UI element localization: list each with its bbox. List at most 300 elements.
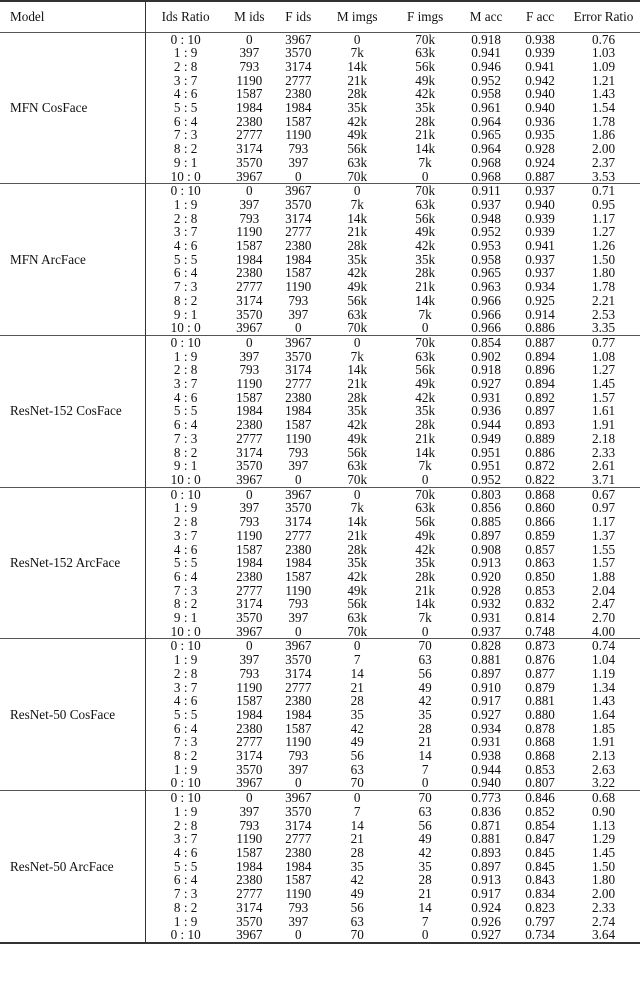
table-cell: 0.925 [525, 292, 555, 308]
table-cell: 49k [347, 430, 368, 446]
table-cell: 1.85 [591, 720, 616, 736]
table-cell: 2.63 [591, 761, 616, 777]
table-cell: 2777 [236, 430, 263, 446]
table-cell: 0 [421, 623, 429, 639]
table-cell: 1984 [236, 100, 263, 116]
table-cell: 2.47 [591, 596, 616, 612]
table-cell: 5 : 5 [145, 556, 225, 570]
model-group [0, 184, 640, 336]
table-cell: 0.953 [471, 238, 501, 254]
table-cell: 2380 [285, 389, 312, 405]
table-cell: 397 [288, 306, 309, 322]
table-cell: 7 : 3 [145, 887, 225, 901]
table-cell: 0.942 [525, 72, 555, 88]
table-cell: 0 [353, 790, 361, 806]
table-cell: 10 : 0 [145, 170, 225, 184]
table-cell: 9 : 1 [145, 308, 225, 322]
table-cell: 1984 [285, 858, 312, 874]
table-cell: 35k [415, 403, 436, 419]
table-cell: 1 : 9 [145, 501, 225, 515]
table-cell: 56k [347, 292, 368, 308]
table-cell: 0.773 [471, 790, 501, 806]
table-cell: 0.964 [471, 141, 501, 157]
table-cell: 2 : 8 [145, 819, 225, 833]
table-cell: 0 [353, 183, 361, 199]
table-cell: 49k [347, 582, 368, 598]
table-cell: 35k [415, 555, 436, 571]
table-cell: 28k [347, 389, 368, 405]
table-cell: 2 : 8 [145, 515, 225, 529]
table-cell: 7 : 3 [145, 432, 225, 446]
table-cell: 0.928 [525, 141, 555, 157]
table-cell: 28 [418, 720, 432, 736]
table-cell: 0.920 [471, 568, 501, 584]
table-cell: 70 [418, 790, 432, 806]
table-cell: 21k [347, 224, 368, 240]
table-cell: 3 : 7 [145, 377, 225, 391]
table-cell: 7k [350, 45, 364, 61]
table-cell: 0.918 [471, 31, 501, 47]
table-cell: 3174 [285, 362, 312, 378]
table-cell: 0.966 [471, 320, 501, 336]
table-cell: 42k [415, 86, 436, 102]
table-cell: 0.927 [471, 927, 501, 943]
table-cell: 42k [347, 265, 368, 281]
table-cell: 10 : 0 [145, 473, 225, 487]
model-name: ResNet-152 ArcFace [10, 555, 121, 571]
table-cell: 49 [350, 734, 364, 750]
table-cell: 63k [347, 610, 368, 626]
table-cell: 21 [350, 679, 364, 695]
column-header: Ids Ratio [145, 1, 225, 32]
table-cell: 397 [239, 196, 260, 212]
table-cell: 2777 [285, 527, 312, 543]
table-cell: 1190 [285, 279, 312, 295]
column-header: F acc [525, 8, 555, 24]
table-cell: 1587 [285, 417, 312, 433]
table-row [0, 487, 640, 501]
table-cell: 3570 [285, 196, 312, 212]
table-cell: 0.952 [471, 224, 501, 240]
table-cell: 1.57 [591, 389, 616, 405]
table-cell: 0.938 [471, 748, 501, 764]
table-cell: 2380 [236, 265, 263, 281]
table-row [0, 335, 640, 349]
table-cell: 2 : 8 [145, 212, 225, 226]
table-cell: 1.03 [591, 45, 616, 61]
table-cell: 0 [353, 638, 361, 654]
table-cell: 0.881 [471, 831, 501, 847]
table-cell: 49k [347, 127, 368, 143]
table-cell: 0.940 [525, 86, 555, 102]
table-cell: 0.871 [471, 817, 501, 833]
table-cell: 56k [415, 362, 436, 378]
table-cell: 793 [288, 596, 309, 612]
table-cell: 0.866 [525, 514, 555, 530]
table-cell: 35k [415, 251, 436, 267]
table-cell: 0.931 [471, 389, 501, 405]
table-cell: 0.936 [471, 403, 501, 419]
table-cell: 1.19 [591, 665, 616, 681]
table-cell: 14k [415, 141, 436, 157]
table-cell: 3.35 [591, 320, 616, 336]
table-cell: 7k [418, 306, 432, 322]
table-cell: 2.13 [591, 748, 616, 764]
table-cell: 1190 [285, 430, 312, 446]
table-cell: 28k [415, 568, 436, 584]
table-cell: 0.748 [525, 623, 555, 639]
table-cell: 56k [415, 514, 436, 530]
table-cell: 3967 [285, 790, 312, 806]
table-cell: 1984 [236, 858, 263, 874]
table-cell: 3967 [236, 168, 263, 184]
table-cell: 0 : 10 [145, 184, 225, 198]
table-cell: 7k [418, 154, 432, 170]
table-cell: 793 [239, 210, 260, 226]
table-cell: 0 [294, 168, 302, 184]
table-cell: 3 : 7 [145, 225, 225, 239]
table-cell: 0.897 [471, 527, 501, 543]
table-cell: 4.00 [591, 623, 616, 639]
table-cell: 0.887 [525, 168, 555, 184]
table-cell: 3174 [285, 58, 312, 74]
table-cell: 0.863 [525, 555, 555, 571]
table-cell: 3967 [285, 638, 312, 654]
table-cell: 1.54 [591, 100, 616, 116]
table-cell: 63k [347, 458, 368, 474]
column-header: M acc [469, 8, 503, 24]
table-cell: 0.878 [525, 720, 555, 736]
table-cell: 0.893 [471, 844, 501, 860]
table-cell: 1587 [285, 568, 312, 584]
table-cell: 56k [347, 444, 368, 460]
table-cell: 0 : 10 [145, 776, 225, 790]
table-cell: 0.846 [525, 790, 555, 806]
table-cell: 0.868 [525, 748, 555, 764]
table-cell: 28k [347, 541, 368, 557]
table-cell: 2380 [236, 720, 263, 736]
column-header: M ids [234, 8, 265, 24]
table-cell: 3174 [236, 444, 263, 460]
table-cell: 1984 [285, 100, 312, 116]
table-header [0, 1, 640, 32]
table-cell: 0.931 [471, 734, 501, 750]
table-cell: 0.908 [471, 541, 501, 557]
table-cell: 0.931 [471, 610, 501, 626]
table-cell: 0.897 [471, 665, 501, 681]
table-cell: 28k [415, 265, 436, 281]
table-cell: 1587 [236, 844, 263, 860]
table-cell: 3174 [236, 748, 263, 764]
table-cell: 49 [350, 886, 364, 902]
table-row [0, 639, 640, 653]
table-cell: 21 [350, 831, 364, 847]
table-cell: 6 : 4 [145, 115, 225, 129]
table-cell: 1984 [236, 403, 263, 419]
table-cell: 70k [415, 183, 436, 199]
table-cell: 14k [415, 292, 436, 308]
table-cell: 0.932 [471, 596, 501, 612]
table-cell: 1587 [236, 86, 263, 102]
table-cell: 0 [353, 486, 361, 502]
table-cell: 42k [347, 568, 368, 584]
table-cell: 1.57 [591, 555, 616, 571]
table-cell: 2777 [236, 279, 263, 295]
table-cell: 35k [347, 251, 368, 267]
table-cell: 7k [350, 348, 364, 364]
table-cell: 2777 [285, 224, 312, 240]
table-cell: 28k [347, 86, 368, 102]
table-cell: 0.924 [525, 154, 555, 170]
table-cell: 0.958 [471, 86, 501, 102]
table-cell: 1587 [236, 238, 263, 254]
table-cell: 0 : 10 [145, 791, 225, 805]
table-cell: 0 [246, 638, 253, 654]
table-cell: 8 : 2 [145, 597, 225, 611]
table-cell: 0.939 [525, 45, 555, 61]
table-cell: 1.37 [591, 527, 616, 543]
table-cell: 1190 [236, 376, 263, 392]
table-cell: 0.938 [525, 31, 555, 47]
table-cell: 1587 [236, 389, 263, 405]
table-cell: 49k [415, 72, 436, 88]
table-cell: 63 [350, 913, 364, 929]
table-cell: 0.877 [525, 665, 555, 681]
table-cell: 21k [347, 376, 368, 392]
table-cell: 3967 [236, 472, 263, 487]
table-cell: 1190 [236, 527, 263, 543]
table-cell: 70k [415, 31, 436, 47]
table-cell: 70k [347, 472, 368, 487]
table-cell: 9 : 1 [145, 611, 225, 625]
table-cell: 1190 [285, 582, 312, 598]
table-cell: 5 : 5 [145, 708, 225, 722]
table-cell: 0.828 [471, 638, 501, 654]
table-cell: 0.97 [591, 500, 616, 516]
table-cell: 0.926 [471, 913, 501, 929]
table-cell: 0 [294, 927, 302, 943]
table-cell: 2.37 [591, 154, 616, 170]
table-cell: 2 : 8 [145, 667, 225, 681]
table-cell: 0 [246, 31, 253, 47]
table-cell: 2.04 [591, 582, 616, 598]
table-cell: 28k [415, 417, 436, 433]
table-cell: 2.18 [591, 430, 616, 446]
table-cell: 3570 [285, 45, 312, 61]
table-cell: 0 [246, 486, 253, 502]
table-cell: 0.936 [525, 113, 555, 129]
table-cell: 0.886 [525, 444, 555, 460]
table-cell: 63k [415, 348, 436, 364]
table-cell: 3967 [285, 486, 312, 502]
table-cell: 3 : 7 [145, 832, 225, 846]
table-cell: 70 [350, 927, 364, 943]
table-cell: 0.74 [591, 638, 616, 654]
table-cell: 0.850 [525, 568, 555, 584]
table-cell: 0.67 [591, 486, 616, 502]
table-cell: 42 [418, 693, 432, 709]
table-cell: 0.946 [471, 58, 501, 74]
table-cell: 0 : 10 [145, 335, 225, 349]
table-cell: 3570 [236, 154, 263, 170]
table-cell: 0.823 [525, 899, 555, 915]
table-cell: 0.856 [471, 500, 501, 516]
table-cell: 1190 [285, 734, 312, 750]
table-cell: 0.935 [525, 127, 555, 143]
table-cell: 397 [239, 348, 260, 364]
table-cell: 0.887 [525, 334, 555, 350]
table-cell: 70k [347, 320, 368, 336]
table-cell: 3 : 7 [145, 74, 225, 88]
table-cell: 0.949 [471, 430, 501, 446]
table-cell: 1.17 [591, 514, 616, 530]
model-group [0, 639, 640, 791]
table-cell: 56 [350, 748, 364, 764]
table-cell: 7k [418, 458, 432, 474]
table-cell: 397 [239, 652, 260, 668]
model-name: ResNet-50 ArcFace [10, 858, 114, 874]
table-cell: 0.894 [525, 376, 555, 392]
table-cell: 0.885 [471, 514, 501, 530]
table-cell: 10 : 0 [145, 625, 225, 639]
table-cell: 0.965 [471, 127, 501, 143]
table-cell: 14k [347, 58, 368, 74]
table-cell: 1984 [285, 251, 312, 267]
column-header: Error Ratio [573, 8, 634, 24]
table-cell: 9 : 1 [145, 156, 225, 170]
table-cell: 397 [239, 803, 260, 819]
table-cell: 0.807 [525, 775, 555, 791]
table-cell: 1984 [285, 706, 312, 722]
table-cell: 3967 [285, 31, 312, 47]
table-cell: 7 : 3 [145, 735, 225, 749]
table-cell: 42k [347, 113, 368, 129]
table-cell: 7 : 3 [145, 584, 225, 598]
table-cell: 56 [418, 665, 432, 681]
table-cell: 1.21 [591, 72, 616, 88]
table-cell: 56 [418, 817, 432, 833]
table-cell: 0.90 [591, 803, 616, 819]
table-cell: 1.64 [591, 706, 616, 722]
table-cell: 3967 [236, 320, 263, 336]
table-cell: 0.880 [525, 706, 555, 722]
table-cell: 0 [421, 168, 429, 184]
table-cell: 3.22 [591, 775, 616, 791]
table-cell: 2380 [285, 844, 312, 860]
table-cell: 0.951 [471, 444, 501, 460]
table-cell: 21k [415, 127, 436, 143]
table-cell: 42k [415, 238, 436, 254]
table-cell: 2777 [285, 831, 312, 847]
table-cell: 793 [288, 141, 309, 157]
table-cell: 0.966 [471, 292, 501, 308]
column-header: F imgs [407, 8, 444, 24]
table-cell: 0 [294, 472, 302, 487]
table-cell: 63 [350, 761, 364, 777]
table-cell: 63k [415, 45, 436, 61]
table-cell: 8 : 2 [145, 142, 225, 156]
table-cell: 397 [288, 913, 309, 929]
table-cell: 0.95 [591, 196, 616, 212]
table-cell: 2.33 [591, 899, 616, 915]
table-cell: 0.913 [471, 555, 501, 571]
table-cell: 793 [239, 58, 260, 74]
table-cell: 0 [421, 927, 429, 943]
table-cell: 0.803 [471, 486, 501, 502]
table-cell: 1984 [236, 555, 263, 571]
table-cell: 0.68 [591, 790, 616, 806]
table-cell: 397 [288, 761, 309, 777]
table-cell: 0.834 [525, 886, 555, 902]
table-cell: 1.50 [591, 858, 616, 874]
table-cell: 1 : 9 [145, 763, 225, 777]
table-cell: 1.34 [591, 679, 616, 695]
table-cell: 0 [246, 334, 253, 350]
table-cell: 0.892 [525, 389, 555, 405]
table-cell: 42 [350, 872, 364, 888]
table-cell: 0.860 [525, 500, 555, 516]
table-cell: 1.04 [591, 652, 616, 668]
table-cell: 1587 [285, 872, 312, 888]
table-cell: 0.832 [525, 596, 555, 612]
table-cell: 2.53 [591, 306, 616, 322]
table-cell: 49k [347, 279, 368, 295]
table-cell: 42k [347, 417, 368, 433]
table-cell: 9 : 1 [145, 459, 225, 473]
table-cell: 7 [353, 652, 361, 668]
table-cell: 0.76 [591, 31, 616, 47]
table-cell: 3174 [285, 514, 312, 530]
table-cell: 0.951 [471, 458, 501, 474]
table-cell: 0.934 [525, 279, 555, 295]
table-cell: 42k [415, 389, 436, 405]
table-cell: 1.29 [591, 831, 616, 847]
table-cell: 3570 [236, 610, 263, 626]
table-cell: 0.859 [525, 527, 555, 543]
table-cell: 1190 [285, 886, 312, 902]
table-cell: 793 [239, 665, 260, 681]
table-cell: 0.940 [525, 196, 555, 212]
table-cell: 1.78 [591, 279, 616, 295]
table-cell: 0.952 [471, 472, 501, 487]
table-cell: 14k [347, 362, 368, 378]
table-cell: 2.21 [591, 292, 616, 308]
table-cell: 2777 [285, 376, 312, 392]
table-cell: 0.914 [525, 306, 555, 322]
table-cell: 2380 [285, 238, 312, 254]
table-cell: 0.897 [525, 403, 555, 419]
table-cell: 63k [415, 500, 436, 516]
table-cell: 1.26 [591, 238, 616, 254]
table-cell: 0.857 [525, 541, 555, 557]
table-cell: 42 [418, 844, 432, 860]
table-cell: 0.879 [525, 679, 555, 695]
table-cell: 1.08 [591, 348, 616, 364]
table-cell: 793 [288, 748, 309, 764]
table-cell: 0.937 [471, 623, 501, 639]
table-cell: 3.64 [591, 927, 616, 943]
table-cell: 1587 [236, 541, 263, 557]
table-cell: 0.873 [525, 638, 555, 654]
table-cell: 3570 [236, 306, 263, 322]
table-cell: 14k [347, 514, 368, 530]
column-header: Model [10, 8, 45, 24]
table-cell: 1.50 [591, 251, 616, 267]
table-cell: 2 : 8 [145, 363, 225, 377]
table-cell: 70 [418, 638, 432, 654]
table-cell: 8 : 2 [145, 901, 225, 915]
table-cell: 70k [415, 486, 436, 502]
